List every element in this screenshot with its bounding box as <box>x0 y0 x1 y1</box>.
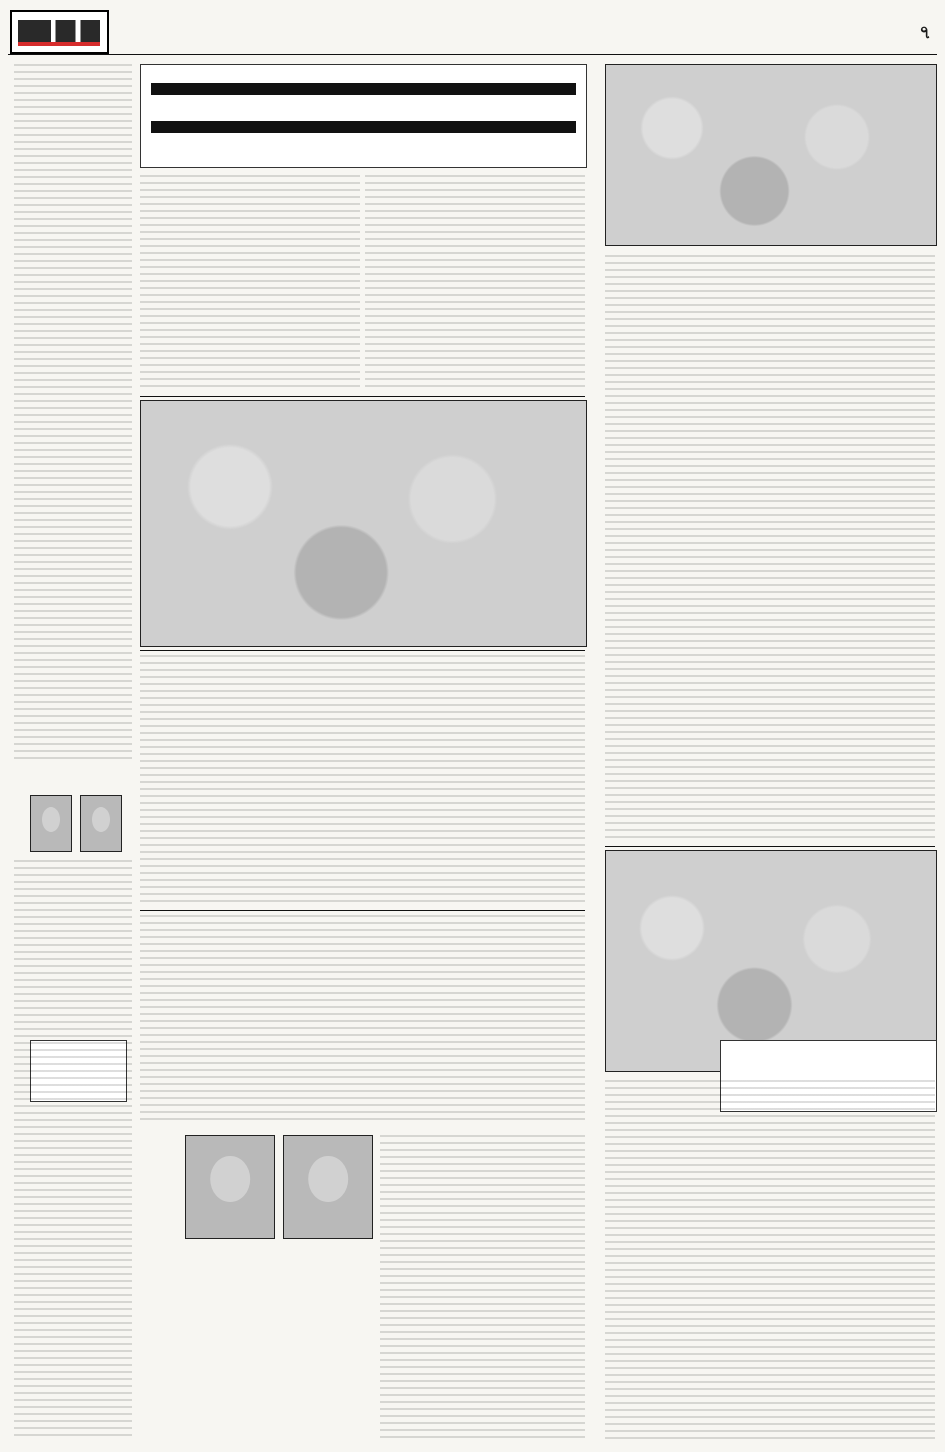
text-center-4 <box>140 915 585 1125</box>
headline-box-top <box>140 64 587 168</box>
text-center-5 <box>380 1135 585 1440</box>
text-center-1 <box>140 175 360 390</box>
masthead-logo <box>10 10 109 54</box>
text-column-left-2 <box>14 860 132 1440</box>
text-column-left-1 <box>14 64 132 764</box>
headline-bar-top-2 <box>151 121 576 133</box>
rule-center-1 <box>140 396 585 397</box>
top-rule <box>8 54 937 55</box>
text-center-3 <box>140 655 585 905</box>
masthead-logo-mark <box>18 20 100 42</box>
portrait-left-1 <box>30 795 72 852</box>
text-right-2 <box>605 1080 935 1440</box>
rule-center-2 <box>140 650 585 651</box>
photo-right-top <box>605 64 937 246</box>
rule-right-1 <box>605 846 935 847</box>
text-right-1 <box>605 255 935 840</box>
portrait-bottom-right <box>283 1135 373 1239</box>
photo-center <box>140 400 587 647</box>
text-center-2 <box>365 175 585 390</box>
portrait-bottom-left <box>185 1135 275 1239</box>
masthead-logo-stripe <box>18 42 100 46</box>
photo-center-right <box>605 850 937 1072</box>
rule-center-3 <box>140 910 585 911</box>
headline-bar-top-1 <box>151 83 576 95</box>
page-number: ৭ <box>919 22 931 43</box>
portrait-left-2 <box>80 795 122 852</box>
